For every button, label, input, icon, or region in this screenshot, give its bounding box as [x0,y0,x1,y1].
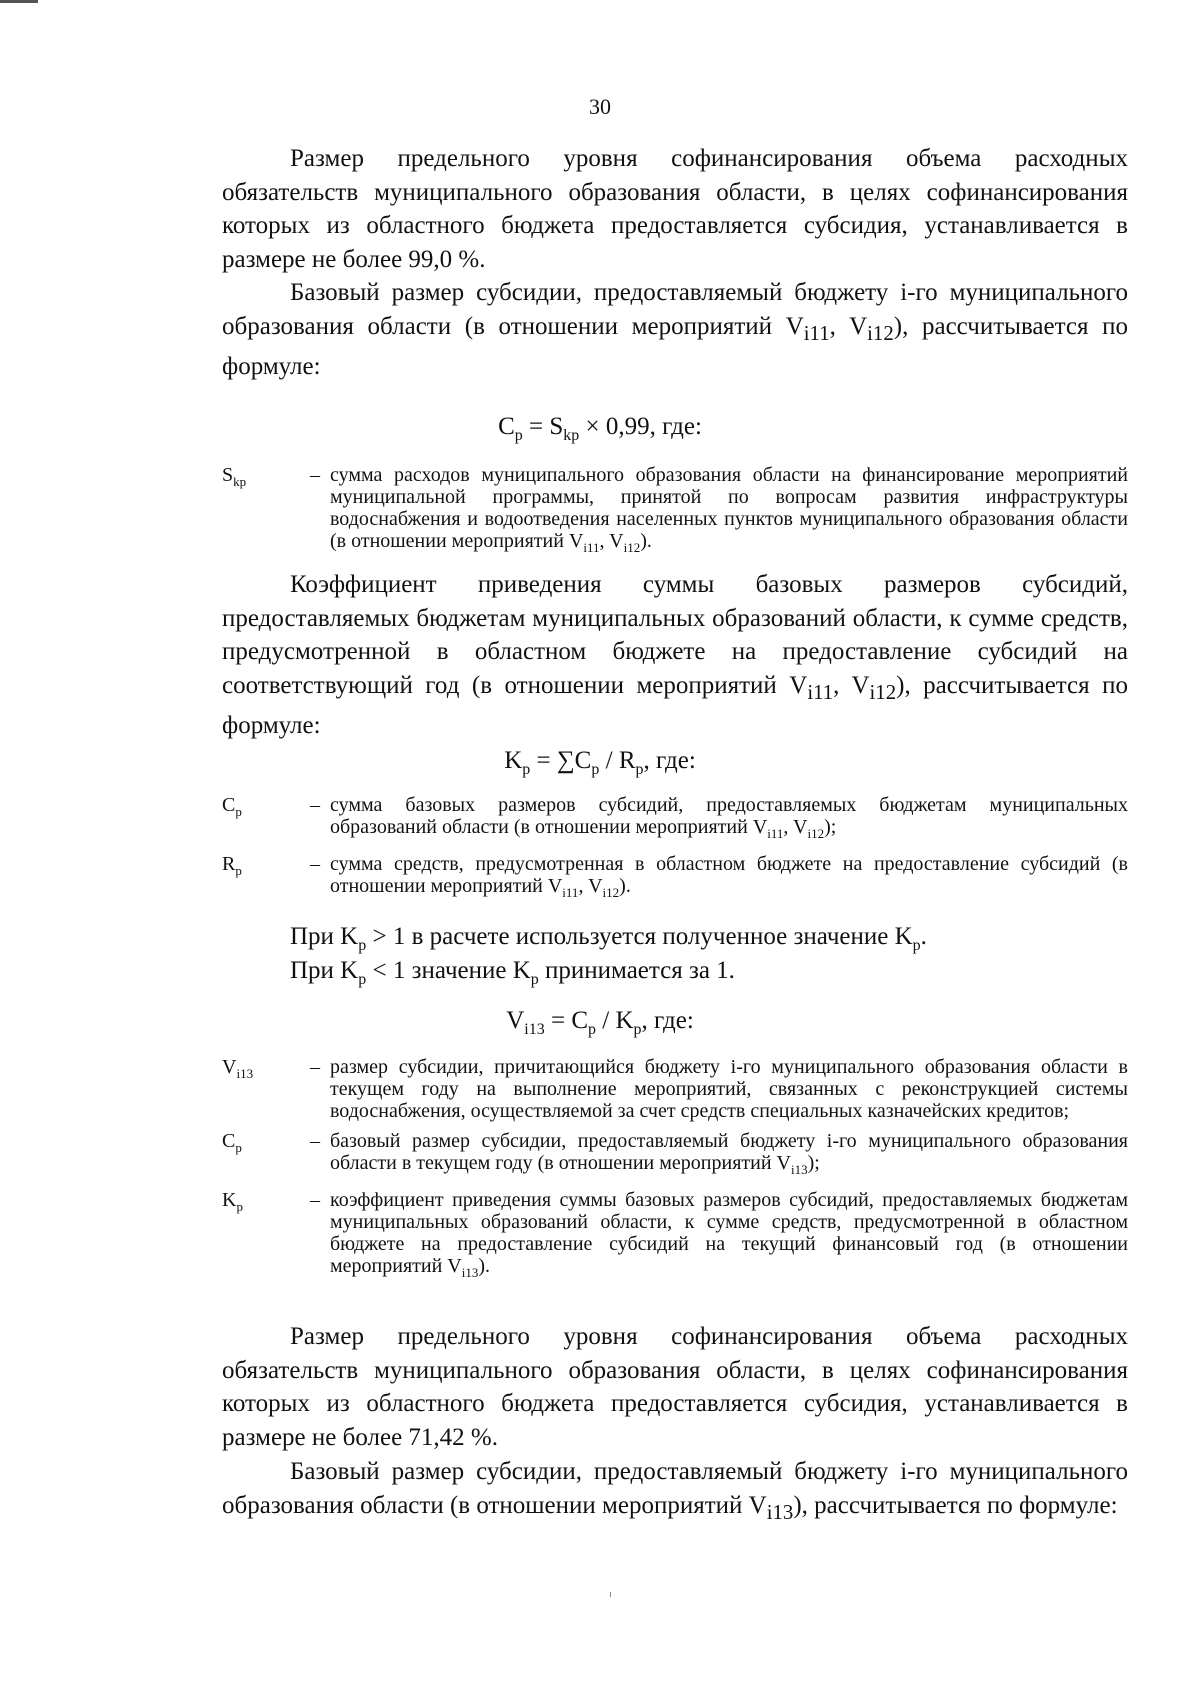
definitions-block-2 [222,794,1128,912]
paragraph-coefficient: Коэффициент приведения суммы базовых размеров субсидий, предоставляемых бюджетам муниципальных образований области, к сумме средств, предусмотренной в областном бюджете на предоставление субсидий на соответствующий год (в отношении мероприятий $V_{i11}$, $V_{i12}$), рассчитывается по формуле: [222,571,1128,739]
formula-cp: $C_p = S_{kp} \times 0,99$, где: [498,413,702,444]
definition-vi13: $V_{i13}$ – размер субсидии, причитающийся бюджету i-го муниципального образования области в текущем году на выполнение мероприятий, связанных с реконструкцией системы водоснабжения, осуществляемой за счет средств специальных казначейских кредитов; [222,1056,1128,1122]
condition-kp-less: При $K_p < 1$ значение $K_p$ принимается за 1. [290,957,735,988]
page-number: 30 [589,94,611,119]
definition-rp: $R_p$ – сумма средств, предусмотренная в областном бюджете на предоставление субсидий (в отношении мероприятий $V_{i11}$, $V_{i12}$). [222,853,1128,900]
definitions-block-1 [222,464,1128,567]
definition-skp: $S_{kp}$ – сумма расходов муниципального образования области на финансирование мероприятий муниципальной программы, принятой по вопросам развития инфраструктуры водоснабжения и водоотведения населенных пунктов муниципального образования области (в отношении мероприятий $V_{i11}$, $V_{i12}$). [222,464,1128,555]
definition-kp: $K_p$ – коэффициент приведения суммы базовых размеров субсидий, предоставляемых бюджетам муниципальных образований области, к сумме средств, предусмотренной в областном бюджете на предоставление субсидий на текущий финансовый год (в отношении мероприятий $V_{i13}$). [222,1189,1128,1280]
definitions-block-3 [222,1056,1128,1292]
scan-corner-mark [0,0,38,3]
definition-cp-base: $C_p$ – базовый размер субсидии, предоставляемый бюджету i-го муниципального образования области в текущем году (в отношении мероприятий $V_{i13}$); [222,1130,1128,1177]
definition-cp: $C_p$ – сумма базовых размеров субсидий, предоставляемых бюджетам муниципальных образований области (в отношении мероприятий $V_{i11}$, $V_{i12}$); [222,794,1128,841]
scan-artifact-mark [610,1592,611,1597]
paragraph-base-subsidy-1: Базовый размер субсидии, предоставляемый бюджету i-го муниципального образования области (в отношении мероприятий $V_{i11}$, $V_{i12}$), рассчитывается по формуле: [222,279,1128,380]
condition-kp-greater: При $K_p > 1$ в расчете используется полученное значение $K_p$. [290,923,927,954]
paragraph-cofinancing-limit-1: Размер предельного уровня софинансирования объема расходных обязательств муниципального образования области, в целях софинансирования которых из областного бюджета предоставляется субсидия, устанавливается в размере не более 99,0 %. [222,145,1128,273]
paragraph-base-subsidy-2: Базовый размер субсидии, предоставляемый бюджету i-го муниципального образования области (в отношении мероприятий $V_{i13}$), рассчитывается по формуле: [222,1458,1128,1524]
formula-kp: $K_p = \sum C_p / R_p$, где: [504,747,696,778]
paragraph-cofinancing-limit-2: Размер предельного уровня софинансирования объема расходных обязательств муниципального образования области, в целях софинансирования которых из областного бюджета предоставляется субсидия, устанавливается в размере не более 71,42 %. [222,1323,1128,1451]
formula-vi13: $V_{i13} = C_p / K_p$, где: [506,1007,694,1038]
